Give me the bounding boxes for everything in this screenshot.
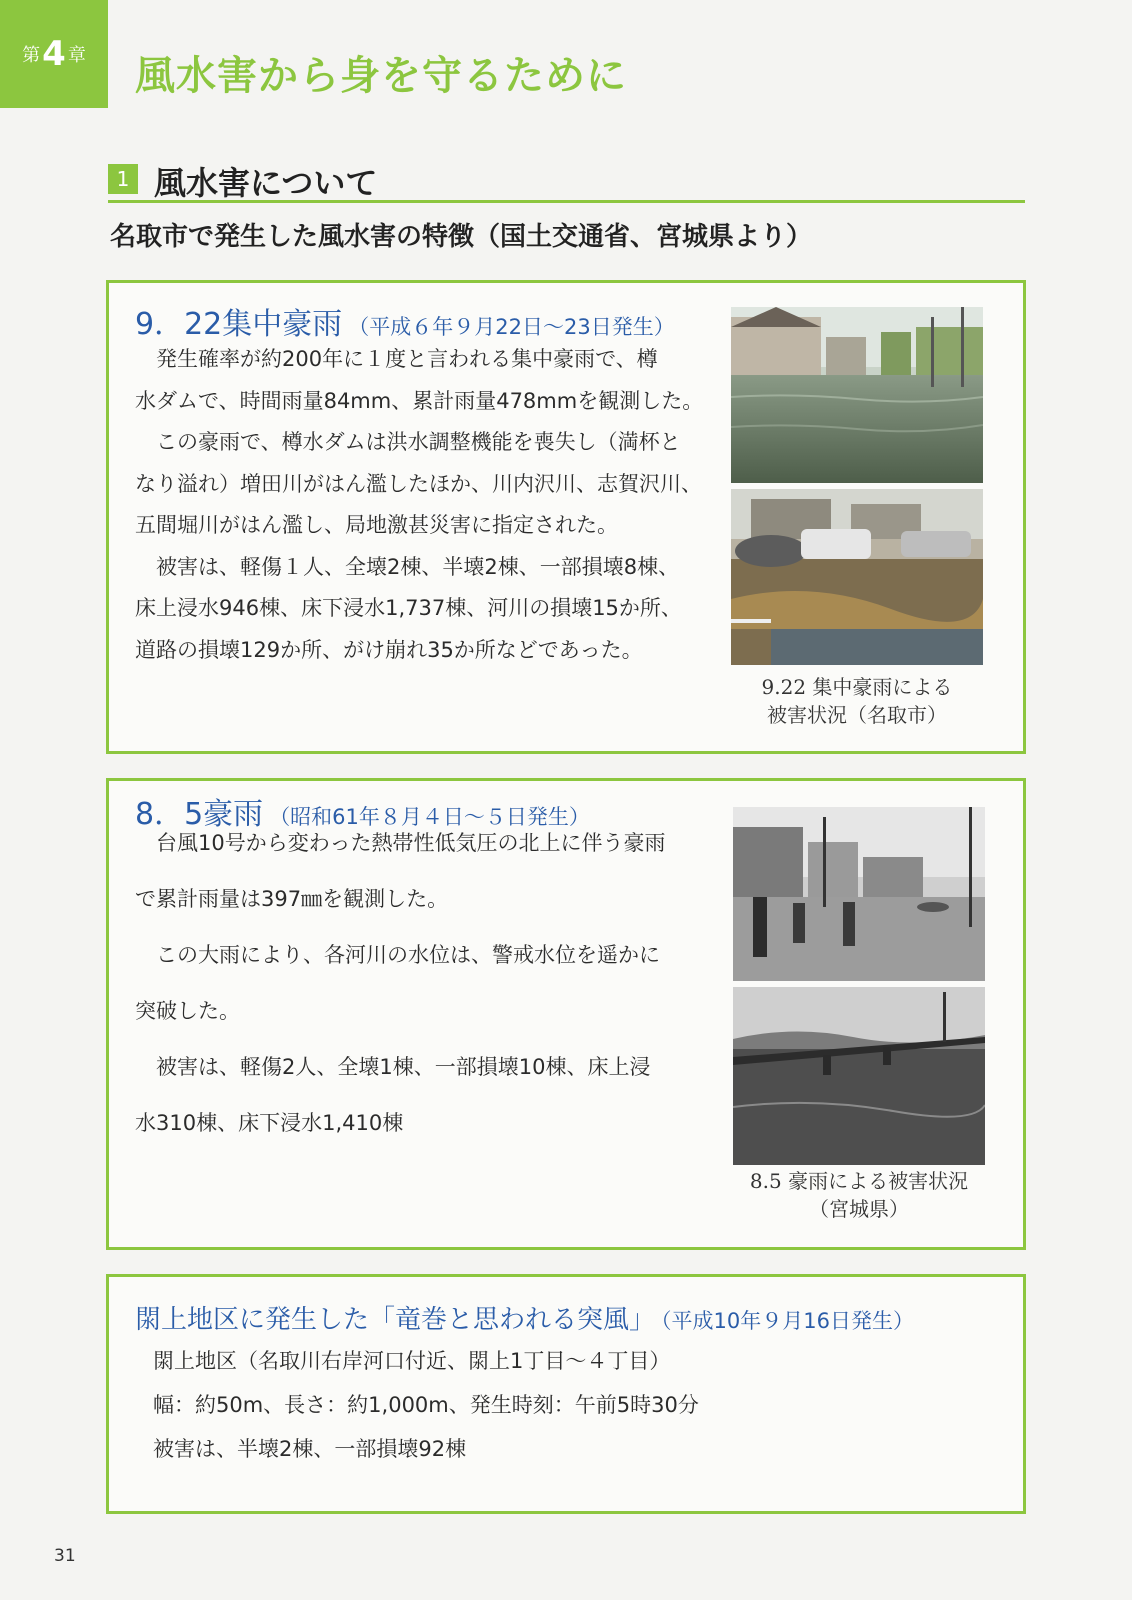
- text-line: この豪雨で、樽水ダムは洪水調整機能を喪失し（満杯と: [156, 430, 681, 454]
- section-heading: [108, 158, 1025, 203]
- event-title: 閖上地区に発生した「竜巻と思われる突風」: [135, 1305, 656, 1335]
- chapter-title: 風水害から身を守るために: [135, 53, 627, 99]
- text-line: なり溢れ）増田川がはん濫したほか、川内沢川、志賀沢川、: [135, 471, 702, 496]
- flooded-town-photo: [733, 807, 985, 981]
- event-box-922: [106, 280, 1026, 754]
- text-line: 水310棟、床下浸水1,410棟: [135, 1111, 404, 1135]
- text-line: 被害は、軽傷2人、全壊1棟、一部損壊10棟、床上浸: [156, 1055, 651, 1079]
- event-description: [135, 815, 715, 1151]
- event-title: 8．5豪雨: [135, 797, 264, 832]
- event-date: （平成10年９月16日発生）: [661, 1309, 914, 1333]
- event-description: [135, 339, 715, 671]
- page-number: 31: [54, 1546, 76, 1566]
- chapter-number: 4: [42, 34, 66, 74]
- chapter-suffix: 章: [67, 45, 86, 66]
- text-line: 閖上地区（名取川右岸河口付近、閖上1丁目～４丁目）: [153, 1349, 671, 1373]
- text-line: 水ダムで、時間雨量84mm、累計雨量478mmを観測した。: [135, 388, 704, 413]
- flooded-street-photo: [731, 307, 983, 483]
- text-line: 被害は、半壊2棟、一部損壊92棟: [153, 1437, 467, 1461]
- text-line: 台風10号から変わった熱帯性低気圧の北上に伴う豪雨: [156, 831, 666, 855]
- event-box-tornado: [106, 1274, 1026, 1514]
- event-heading: [135, 299, 675, 343]
- event-title: 9．22集中豪雨: [135, 307, 343, 342]
- event-heading: [135, 1299, 914, 1336]
- caption-line: 9.22 集中豪雨による: [761, 675, 953, 699]
- flooded-river-bridge-photo: [733, 987, 985, 1165]
- photo-caption: [727, 673, 987, 729]
- text-line: 発生確率が約200年に１度と言われる集中豪雨で、樽: [156, 347, 658, 371]
- text-line: 床上浸水946棟、床下浸水1,737棟、河川の損壊15か所、: [135, 596, 682, 620]
- text-line: 道路の損壊129か所、がけ崩れ35か所などであった。: [135, 637, 643, 662]
- chapter-prefix: 第: [22, 45, 41, 66]
- section-title: 風水害について: [154, 164, 378, 202]
- caption-line: 8.5 豪雨による被害状況: [749, 1169, 969, 1193]
- text-line: 被害は、軽傷１人、全壊2棟、半壊2棟、一部損壊8棟、: [156, 554, 680, 579]
- event-box-85: [106, 778, 1026, 1250]
- text-line: 幅：約50m、長さ：約1,000m、発生時刻：午前5時30分: [153, 1393, 699, 1417]
- caption-line: 被害状況（名取市）: [767, 703, 947, 727]
- damaged-cars-photo: [731, 489, 983, 665]
- caption-line: （宮城県）: [809, 1197, 909, 1221]
- text-line: 突破した。: [135, 999, 240, 1023]
- section-number: 1: [108, 164, 138, 194]
- text-line: この大雨により、各河川の水位は、警戒水位を遥かに: [156, 943, 660, 967]
- text-line: 五間堀川がはん濫し、局地激甚災害に指定された。: [135, 513, 618, 537]
- page-subtitle: 名取市で発生した風水害の特徴（国土交通省、宮城県より）: [110, 222, 813, 252]
- text-line: で累計雨量は397㎜を観測した。: [135, 887, 449, 911]
- photo-caption: [729, 1167, 989, 1223]
- event-date: （平成６年９月22日～23日発生）: [348, 315, 675, 339]
- chapter-tab: [0, 0, 108, 108]
- event-date: （昭和61年８月４日～５日発生）: [269, 805, 590, 829]
